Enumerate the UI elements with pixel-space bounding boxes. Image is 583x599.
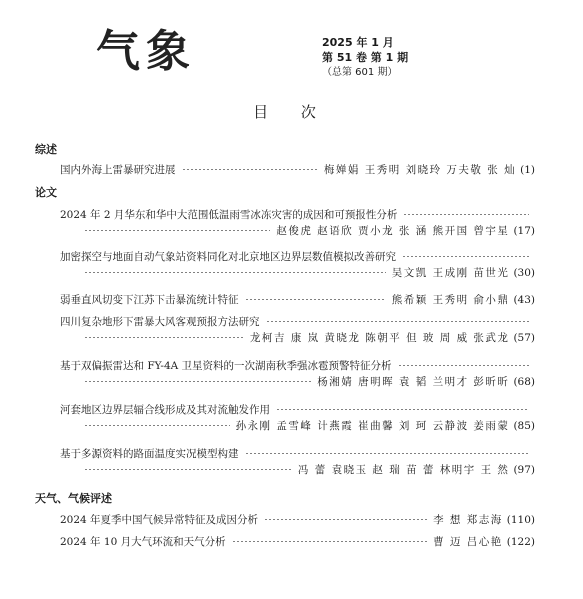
entry-page: (30) — [513, 267, 535, 279]
leader-dots — [276, 409, 529, 410]
leader-dots — [403, 214, 529, 215]
entry-authors: 李 想 郑志海 — [433, 514, 503, 526]
entry-page: (17) — [513, 225, 535, 237]
entry-authors: 梅婵娟 王秀明 刘晓玲 万夫敬 张 灿 — [323, 164, 517, 176]
issue-date: 2025 年 1 月 — [322, 36, 394, 49]
entry-title: 2024 年 10 月大气环流和天气分析 — [60, 536, 226, 548]
toc-entry[interactable] — [60, 207, 535, 239]
entry-page: (68) — [513, 376, 535, 388]
entry-page: (85) — [513, 420, 535, 432]
entry-title: 基于多源资料的路面温度实况模型构建 — [60, 448, 239, 460]
entry-authors: 赵俊虎 赵语欣 贾小龙 张 涵 熊开国 曾宇星 — [276, 225, 510, 237]
entry-title: 加密探空与地面自动气象站资料同化对北京地区边界层数值模拟改善研究 — [60, 251, 396, 263]
entry-title: 河套地区边界层辐合线形成及其对流触发作用 — [60, 404, 270, 416]
toc-entry[interactable] — [60, 534, 535, 550]
toc-entry[interactable] — [60, 292, 535, 308]
issue-info — [322, 35, 408, 80]
leader-dots — [398, 365, 529, 366]
toc-entry[interactable] — [60, 314, 535, 346]
entry-authors: 熊希颖 王秀明 俞小鼎 — [391, 294, 510, 306]
entry-authors: 冯 蕾 袁晓玉 赵 瑞 苗 蕾 林明宇 王 然 — [297, 464, 510, 476]
leader-dots — [245, 299, 386, 300]
leader-dots — [266, 321, 530, 322]
section-papers: 论文 — [35, 186, 57, 199]
issue-volume: 第 51 卷 第 1 期 — [322, 51, 409, 64]
entry-authors: 孙永刚 孟雪峰 计燕霞 崔曲馨 刘 珂 云静波 姜雨蒙 — [235, 420, 510, 432]
leader-dots — [245, 453, 530, 454]
entry-authors: 龙柯吉 康 岚 黄晓龙 陈朝平 但 玻 周 威 张武龙 — [249, 332, 510, 344]
entry-page: (122) — [506, 536, 535, 548]
toc-entry[interactable] — [60, 249, 535, 281]
toc-entry[interactable] — [60, 402, 535, 434]
entry-title: 国内外海上雷暴研究进展 — [60, 164, 176, 176]
entry-title: 基于双偏振雷达和 FY-4A 卫星资料的一次湖南秋季强冰雹预警特征分析 — [60, 360, 392, 372]
leader-dots — [84, 337, 244, 338]
entry-title: 弱垂直风切变下江苏下击暴流统计特征 — [60, 294, 239, 306]
leader-dots — [264, 519, 427, 520]
entry-title: 四川复杂地形下雷暴大风客观预报方法研究 — [60, 316, 260, 328]
entry-authors: 吴文凯 王成刚 苗世光 — [391, 267, 510, 279]
issue-total: （总第 601 期） — [322, 67, 398, 78]
leader-dots — [232, 541, 427, 542]
entry-authors: 曹 迈 吕心艳 — [433, 536, 503, 548]
entry-page: (97) — [513, 464, 535, 476]
leader-dots — [84, 381, 311, 382]
entry-title: 2024 年 2 月华东和华中大范围低温雨雪冰冻灾害的成因和可预报性分析 — [60, 209, 398, 221]
entry-page: (110) — [506, 514, 535, 526]
leader-dots — [182, 169, 318, 170]
entry-page: (57) — [513, 332, 535, 344]
toc-entry[interactable] — [60, 162, 535, 178]
leader-dots — [84, 425, 230, 426]
toc-heading: 目 次 — [253, 103, 330, 121]
leader-dots — [84, 230, 270, 231]
entry-title: 2024 年夏季中国气候异常特征及成因分析 — [60, 514, 259, 526]
entry-page: (1) — [520, 164, 535, 176]
journal-logo: 气象 — [96, 26, 196, 77]
toc-entry[interactable] — [60, 446, 535, 478]
entry-page: (43) — [513, 294, 535, 306]
section-weather-review: 天气、气候评述 — [35, 492, 112, 505]
leader-dots — [402, 256, 529, 257]
entry-authors: 杨湘婧 唐明晖 袁 韬 兰明才 彭昕昕 — [317, 376, 510, 388]
leader-dots — [84, 272, 386, 273]
toc-entry[interactable] — [60, 358, 535, 390]
leader-dots — [84, 469, 292, 470]
section-review: 综述 — [35, 143, 57, 156]
toc-entry[interactable] — [60, 512, 535, 528]
